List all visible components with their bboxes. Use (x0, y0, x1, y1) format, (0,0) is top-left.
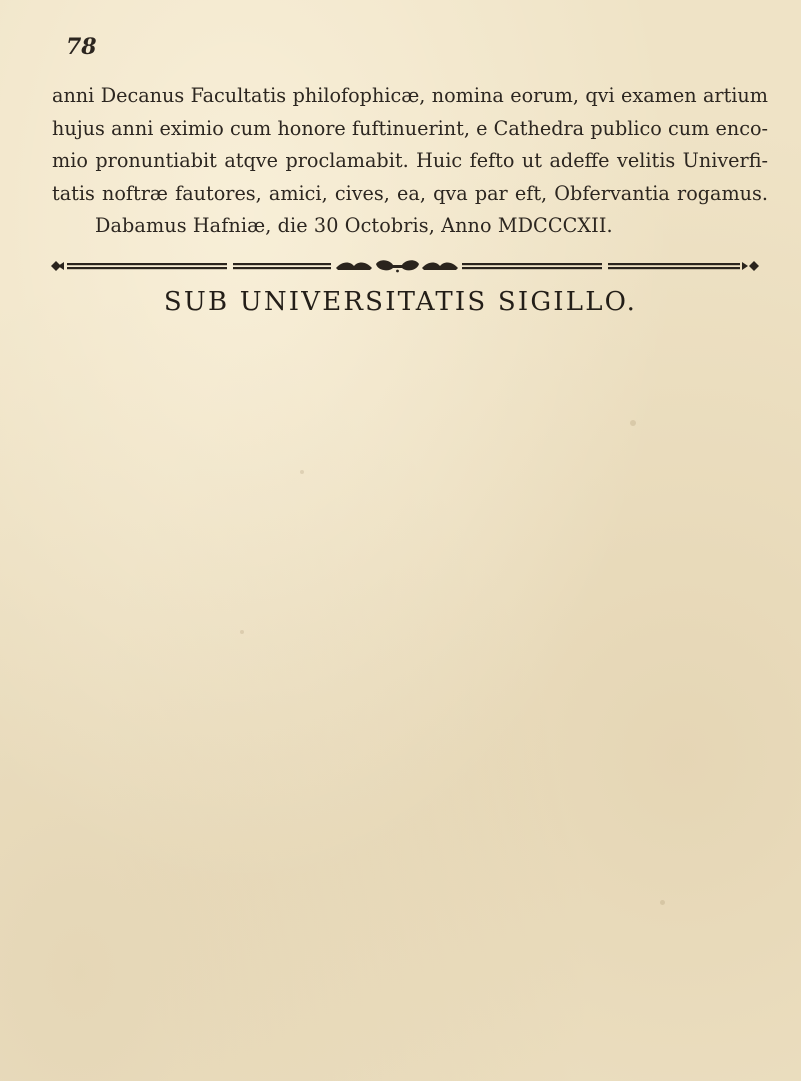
dateline: Dabamus Hafniæ, die 30 Octobris, Anno MDCCCXII. (95, 214, 613, 237)
page-number: 78 (66, 34, 97, 60)
paper-stain (240, 630, 244, 634)
text-line-2: hujus anni eximio cum honore fuftinuerint, e Cathedra publico cum enco- (52, 116, 768, 140)
text-line-1: anni Decanus Facultatis philofophicæ, nomina eorum, qvi examen artium (52, 84, 768, 107)
body-paragraph (52, 80, 768, 243)
seal-line: SUB UNIVERSITATIS SIGILLO. (163, 287, 638, 317)
ornamental-rule (50, 259, 761, 273)
paper-stain (660, 900, 665, 905)
paper-stain (630, 420, 636, 426)
text-line-3: mio pronuntiabit atqve proclamabit. Huic fefto ut adeffe velitis Univerfi- (52, 149, 768, 172)
text-line-4: tatis noftræ fautores, amici, cives, ea, qva par eft, Obfervantia rogamus. (52, 181, 768, 205)
paper-stain (300, 470, 304, 474)
